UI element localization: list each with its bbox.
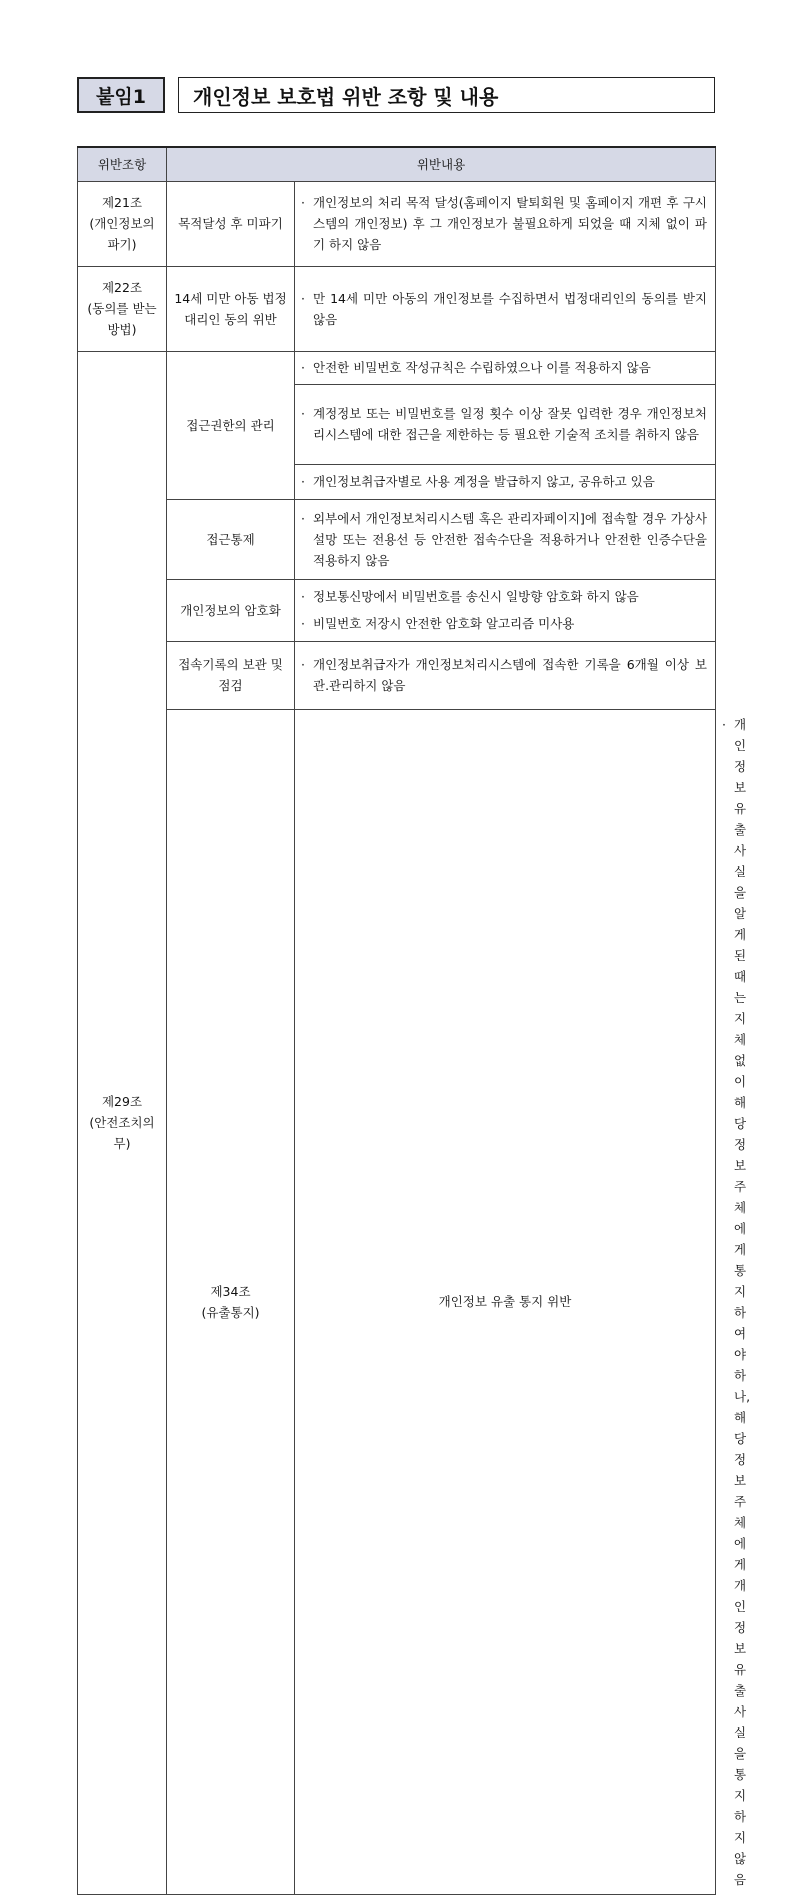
bullet-text: 외부에서 개인정보처리시스템 혹은 관리자페이지]에 접속할 경우 가상사설망 또는 전용선 등 안전한 접속수단을 적용하거나 안전한 인증수단을 적용하지 않음	[313, 510, 707, 568]
sub-item-cell: 목적달성 후 미파기	[167, 181, 295, 266]
sub-item-cell: 접근통제	[167, 499, 295, 579]
bullet-icon: ·	[722, 716, 726, 732]
content-cell	[295, 351, 716, 384]
bullet-text: 개인정보 유출 사실을 알게 된 때는 지체 없이 해당 정보주체에게 통지하여야 하나, 해당 정보주체 에게 개인정보 유출 사실을 통지하지 않음	[734, 716, 751, 1887]
content-cell	[295, 384, 716, 464]
bullet-item	[301, 508, 707, 571]
article-title: 파기)	[107, 237, 137, 252]
table-header-row	[78, 147, 716, 181]
article-title: (유출통지)	[201, 1304, 260, 1320]
article-cell	[78, 181, 167, 266]
sub-item-cell: 14세 미만 아동 법정대리인 동의 위반	[167, 266, 295, 351]
page-title: 개인정보 보호법 위반 조항 및 내용	[178, 77, 715, 113]
bullet-item	[301, 613, 707, 634]
table-row	[78, 579, 716, 641]
article-number: 제22조	[101, 280, 143, 295]
table-row	[78, 181, 716, 266]
article-number: 제21조	[101, 195, 143, 210]
table-row	[78, 351, 716, 384]
sub-item-cell: 접근권한의 관리	[167, 351, 295, 499]
article-number: 제29조	[101, 1094, 143, 1109]
article-cell	[78, 266, 167, 351]
bullet-icon: ·	[301, 510, 305, 526]
sub-item-cell: 접속기록의 보관 및 점검	[167, 641, 295, 709]
attachment-badge: 붙임1	[77, 77, 165, 113]
bullet-item	[301, 471, 707, 492]
bullet-item	[301, 654, 707, 696]
bullet-icon: ·	[301, 474, 305, 489]
article-cell	[78, 351, 167, 1894]
bullet-text: 개인정보의 처리 목적 달성(홈페이지 탈퇴회원 및 홈페이지 개편 후 구시스템의 개인정보) 후 그 개인정보가 불필요하게 되었을 때 지체 없이 파기 하지 않음	[313, 195, 707, 252]
column-header-content: 위반내용	[167, 147, 716, 181]
bullet-icon: ·	[301, 406, 305, 421]
content-cell	[295, 641, 716, 709]
article-number: 제34조	[210, 1283, 251, 1299]
bullet-icon: ·	[301, 657, 305, 672]
bullet-icon: ·	[301, 195, 305, 210]
bullet-icon: ·	[301, 360, 305, 375]
bullet-text: 안전한 비밀번호 작성규칙은 수립하였으나 이를 적용하지 않음	[313, 360, 651, 375]
bullet-item	[301, 357, 707, 378]
bullet-item	[301, 586, 707, 607]
content-cell	[295, 579, 716, 641]
article-title: (안전조치의	[89, 1115, 155, 1130]
article-title: 무)	[113, 1136, 131, 1151]
content-cell	[295, 464, 716, 499]
violation-table	[77, 146, 751, 1895]
table-row	[78, 709, 716, 1894]
sub-item-cell: 개인정보의 암호화	[167, 579, 295, 641]
bullet-text: 개인정보취급자별로 사용 계정을 발급하지 않고, 공유하고 있음	[313, 474, 655, 489]
page-header	[77, 77, 717, 117]
bullet-icon: ·	[301, 589, 305, 604]
bullet-item	[301, 288, 707, 330]
bullet-text: 만 14세 미만 아동의 개인정보를 수집하면서 법정대리인의 동의를 받지 않음	[313, 290, 707, 327]
bullet-icon: ·	[301, 616, 305, 631]
bullet-text: 계정정보 또는 비밀번호를 일정 횟수 이상 잘못 입력한 경우 개인정보처리시스템에 대한 접근을 제한하는 등 필요한 기술적 조치를 취하지 않음	[313, 406, 707, 442]
sub-item-cell: 개인정보 유출 통지 위반	[295, 709, 716, 1894]
bullet-item	[301, 192, 707, 255]
article-title: 방법)	[107, 322, 137, 337]
article-title: (동의를 받는	[87, 301, 157, 316]
bullet-text: 정보통신망에서 비밀번호를 송신시 일방향 암호화 하지 않음	[313, 589, 639, 604]
content-cell	[295, 499, 716, 579]
content-cell	[295, 181, 716, 266]
column-header-article: 위반조항	[78, 147, 167, 181]
bullet-text: 개인정보취급자가 개인정보처리시스템에 접속한 기록을 6개월 이상 보관.관리하지 않음	[313, 657, 707, 693]
content-cell	[295, 266, 716, 351]
table-row	[78, 641, 716, 709]
bullet-icon: ·	[301, 290, 305, 306]
table-row	[78, 499, 716, 579]
article-cell	[167, 709, 295, 1894]
bullet-item	[301, 403, 707, 445]
bullet-text: 비밀번호 저장시 안전한 암호화 알고리즘 미사용	[313, 616, 575, 631]
article-title: (개인정보의	[89, 216, 155, 231]
table-row	[78, 266, 716, 351]
